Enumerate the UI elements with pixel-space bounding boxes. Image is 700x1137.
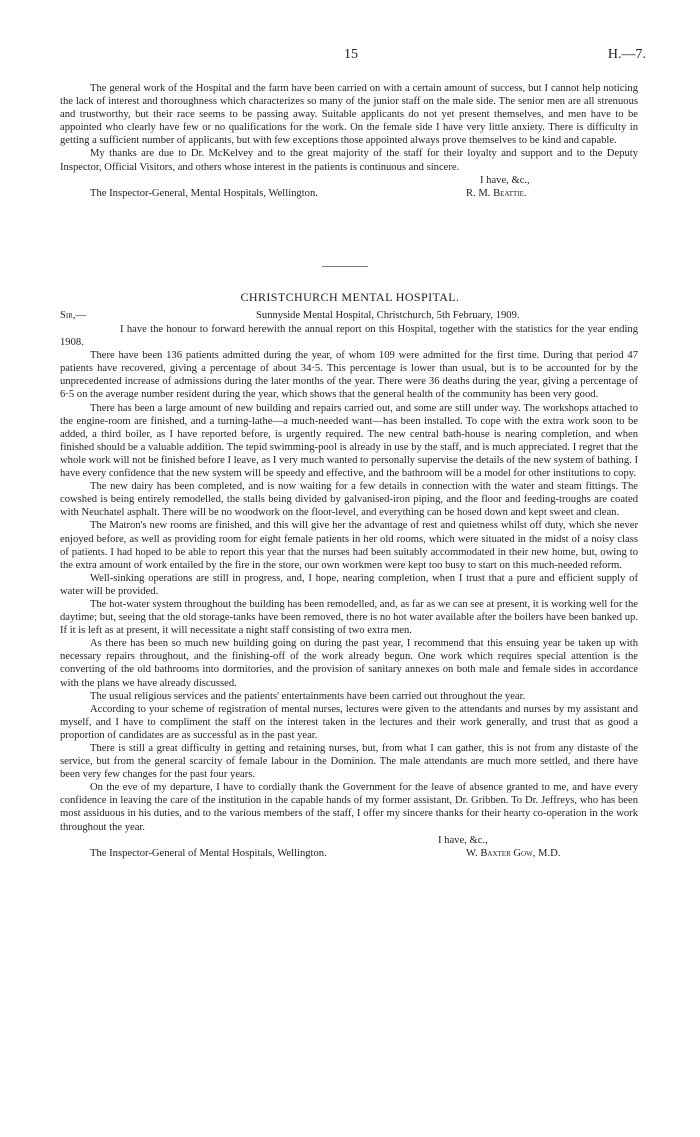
christchurch-report <box>60 309 638 860</box>
body-paragraph: Well-sinking operations are still in progress, and, I hope, nearing completion, when I trust that a pure and efficient supply of water will be provided. <box>60 572 638 597</box>
address-date: Sunnyside Mental Hospital, Christchurch, 5th February, 1909. <box>256 310 520 321</box>
body-paragraph: The Matron's new rooms are finished, and this will give her the advantage of rest and quietness whilst off duty, which she never enjoyed before, as well as providing room for eight female patients in her old rooms, which were situated in the midst of a noisy class of patients. I had hoped to be able to report this year that the nurses had been suitably accommodated in their new home, but, owing to the extra amount of work entailed by the fire in the store, our own workmen were kept too busy to start on this much-needed reform. <box>60 520 638 571</box>
closing-line <box>60 174 638 187</box>
signatory: R. M. Beattie. <box>466 187 527 199</box>
closing-line <box>60 834 638 847</box>
signature-line <box>60 187 638 200</box>
closing-formula: I have, &c., <box>480 174 530 186</box>
salutation: Sir,— <box>60 310 87 321</box>
body-paragraph: There has been a large amount of new building and repairs carried out, and some are still under way. The workshops attached to the engine-room are finished, and a turning-lathe—a much-needed want—has been installed. To cope with the extra work soon to be added, a third boiler, as I have reported before, is urgently required. The new central bath-house is nearing completion, and when finished should be a valuable addition. The tepid swimming-pool is already in use by the staff, and is much appreciated. I regret that the whole work will not be finished before I leave, as I very much wanted to personally supervise the details of the new system of bathing. I have every confidence that the new system will be speedy and effective, and the bathroom will be a model for other institutions to copy. <box>60 402 638 480</box>
body-paragraph: The hot-water system throughout the building has been remodelled, and, as far as we can see at present, it is working well for the daytime; but, seeing that the old storage-tanks have been removed, there is no hot water available after the boilers have been banked up. If it is left as at present, it will necessitate a night staff consisting of two extra men. <box>60 598 638 637</box>
body-paragraph: There is still a great difficulty in getting and retaining nurses, but, from what I can gather, this is not from any distaste of the service, but from the general scarcity of female labour in the Dominion. The male attendants are much more settled, and there have been very few changes for the past four years. <box>60 743 638 781</box>
body-paragraph: According to your scheme of registration of mental nurses, lectures were given to the attendants and nurses by my assistant and myself, and I have to compliment the staff on the interest taken in the lectures and their work generally, and trust that as good a proportion of candidates are as successful as in the past year. <box>60 703 638 741</box>
page-header <box>0 48 700 68</box>
signature-line <box>60 847 638 860</box>
section-title: CHRISTCHURCH MENTAL HOSPITAL. <box>240 290 460 304</box>
body-paragraph: As there has been so much new building going on during the past year, I recommend that this ensuing year be taken up with necessary repairs throughout, and the finishing-off of the work already begun. One work which requires special attention is the converting of the old bathrooms into dormitories, and the provision of sanitary annexes on both male and female sides in accordance with the plans we have already discussed. <box>60 638 638 689</box>
section-divider <box>322 266 368 267</box>
body-paragraph: The new dairy has been completed, and is now waiting for a few details in connection with the water and steam fittings. The cowshed is being entirely remodelled, the stalls being divided by galvanised-iron piping, and the floor and feeding-troughs are coated with Neuchatel asphalt. There will be no woodwork on the floor-level, and everything can be hosed down and kept sweet and clean. <box>60 481 638 519</box>
body-paragraph: The usual religious services and the patients' entertainments have been carried out throughout the year. <box>90 690 526 702</box>
addressee: The Inspector-General, Mental Hospitals, Wellington. <box>90 187 318 199</box>
page-number: 15 <box>344 47 358 62</box>
body-paragraph: My thanks are due to Dr. McKelvey and to the great majority of the staff for their loyalty and support and to the Deputy Inspector, Official Visitors, and others whose interest in the patients is continuous and sincere. <box>60 148 638 173</box>
body-paragraph: There have been 136 patients admitted during the year, of whom 109 were admitted for the first time. During that period 47 patients have recovered, giving a percentage of about 34·5. This percentage is lower than usual, but is to be accounted for by the unprecedented increase of admissions during the later months of the year. There were 36 deaths during the year, giving a percentage of 6·5 on the average number resident during the year, which shows that the general health of the community has been very good. <box>60 350 638 401</box>
previous-report-conclusion <box>60 82 638 200</box>
document-reference: H.—7. <box>607 47 646 62</box>
salutation-row <box>60 309 638 323</box>
closing-formula: I have, &c., <box>438 834 488 846</box>
signatory: W. Baxter Gow, M.D. <box>466 847 561 859</box>
body-paragraph: On the eve of my departure, I have to cordially thank the Government for the leave of absence granted to me, and have every confidence in leaving the care of the institution in the capable hands of my former assistant, Dr. Gribben. To Dr. Jeffreys, who has been most assiduous in his duties, and to the various members of the staff, I offer my sincere thanks for their hearty co-operation in the work throughout the year. <box>60 782 638 833</box>
addressee: The Inspector-General of Mental Hospitals, Wellington. <box>90 847 327 859</box>
intro-paragraph: I have the honour to forward herewith the annual report on this Hospital, together with the statistics for the year ending 1908. <box>60 324 638 349</box>
body-paragraph: The general work of the Hospital and the farm have been carried on with a certain amount of success, but I cannot help noticing the lack of interest and thoroughness which characterizes so many of the junior staff on the male side. The senior men are all strenuous and trustworthy, but their race seems to be passing away. Suitable applicants do not yet present themselves, and men have to be appointed who clearly have few or no qualifications for the work. On the female side I have very little anxiety. There is difficulty in getting a sufficient number of applicants, but with few exceptions those appointed always prove themselves to be kind and capable. <box>60 83 638 147</box>
